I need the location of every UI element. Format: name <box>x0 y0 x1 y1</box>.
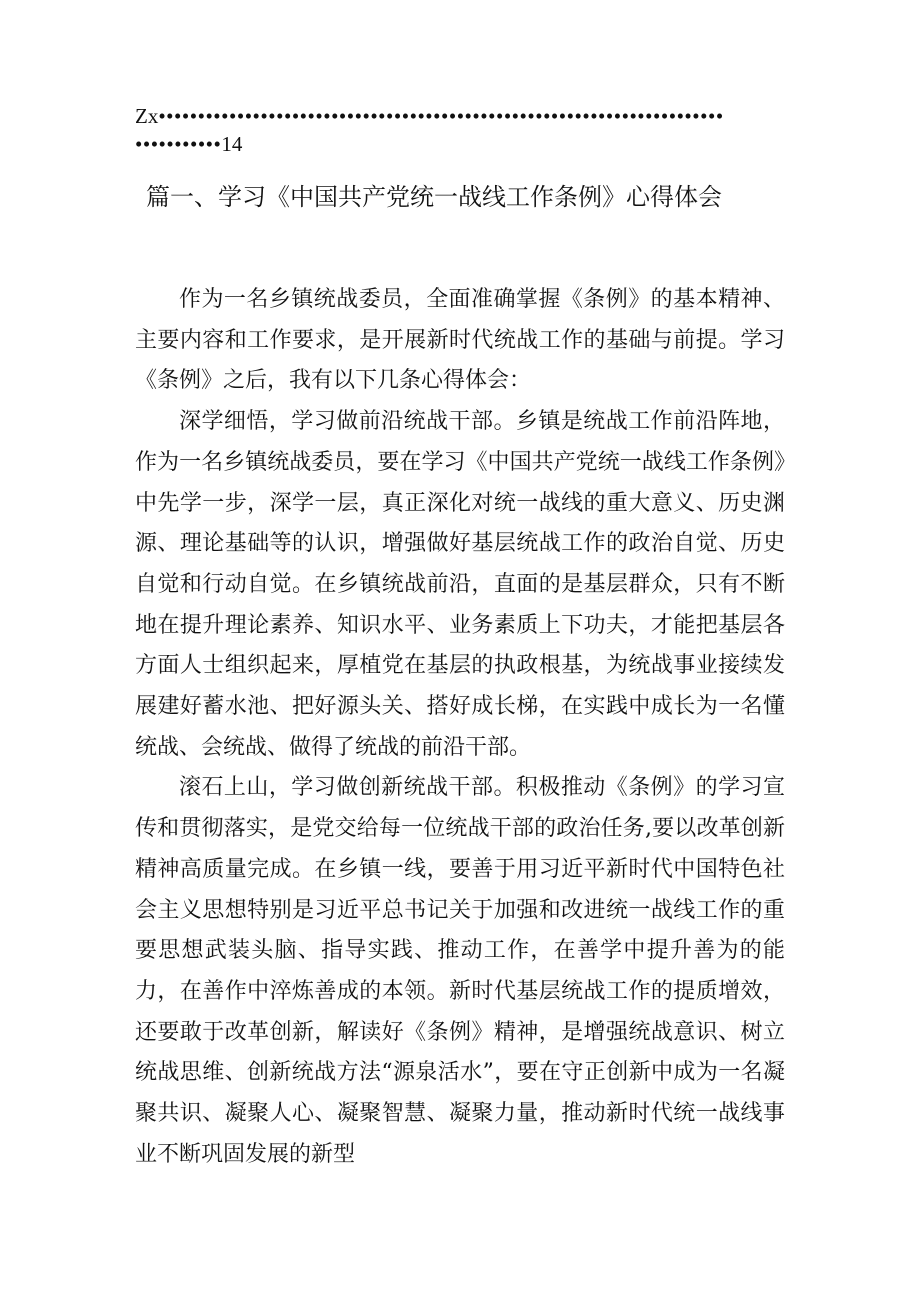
toc-entry[interactable] <box>135 102 795 158</box>
section-heading: 篇一、学习《中国共产党统一战线工作条例》心得体会 <box>146 183 722 211</box>
body-text <box>135 280 785 1175</box>
toc-leader-2: ••••••••••• <box>135 132 222 156</box>
toc-line-1 <box>135 102 795 130</box>
paragraph-frontline: 深学细悟，学习做前沿统战干部。乡镇是统战工作前沿阵地，作为一名乡镇统战委员，要在学习《中国共产党统一战线工作条例》中先学一步，深学一层，真正深化对统一战线的重大意义、历史渊源、理论基础等的认识，增强做好基层统战工作的政治自觉、历史自觉和行动自觉。在乡镇统战前沿，直面的是基层群众，只有不断地在提升理论素养、知识水平、业务素质上下功夫，才能把基层各方面人士组织起来，厚植党在基层的执政根基，为统战事业接续发展建好蓄水池、把好源头关、搭好成长梯，在实践中成长为一名懂统战、会统战、做得了统战的前沿干部。 <box>135 409 785 760</box>
paragraph-innovation: 滚石上山，学习做创新统战干部。积极推动《条例》的学习宣传和贯彻落实，是党交给每一位统战干部的政治任务,要以改革创新精神高质量完成。在乡镇一线，要善于用习近平新时代中国特色社会主义思想特别是习近平总书记关于加强和改进统一战线工作的重要思想武装头脑、指导实践、推动工作，在善学中提升善为的能力，在善作中淬炼善成的本领。新时代基层统战工作的提质增效，还要敢于改革创新，解读好《条例》精神，是增强统战意识、树立统战思维、创新统战方法“源泉活水”，要在守正创新中成为一名凝聚共识、凝聚人心、凝聚智慧、凝聚力量，推动新时代统一战线事业不断巩固发展的新型 <box>135 775 785 1167</box>
toc-page-number: 14 <box>221 132 243 156</box>
toc-line-2 <box>135 130 795 158</box>
toc-leader-1: •••••••••••••••••••••••••••••••••••••••••••••••••••••••••••••••••••••••• <box>158 104 724 128</box>
toc-label: Zx <box>135 104 159 128</box>
paragraph-intro: 作为一名乡镇统战委员，全面准确掌握《条例》的基本精神、主要内容和工作要求，是开展新时代统战工作的基础与前提。学习《条例》之后，我有以下几条心得体会： <box>135 287 785 394</box>
